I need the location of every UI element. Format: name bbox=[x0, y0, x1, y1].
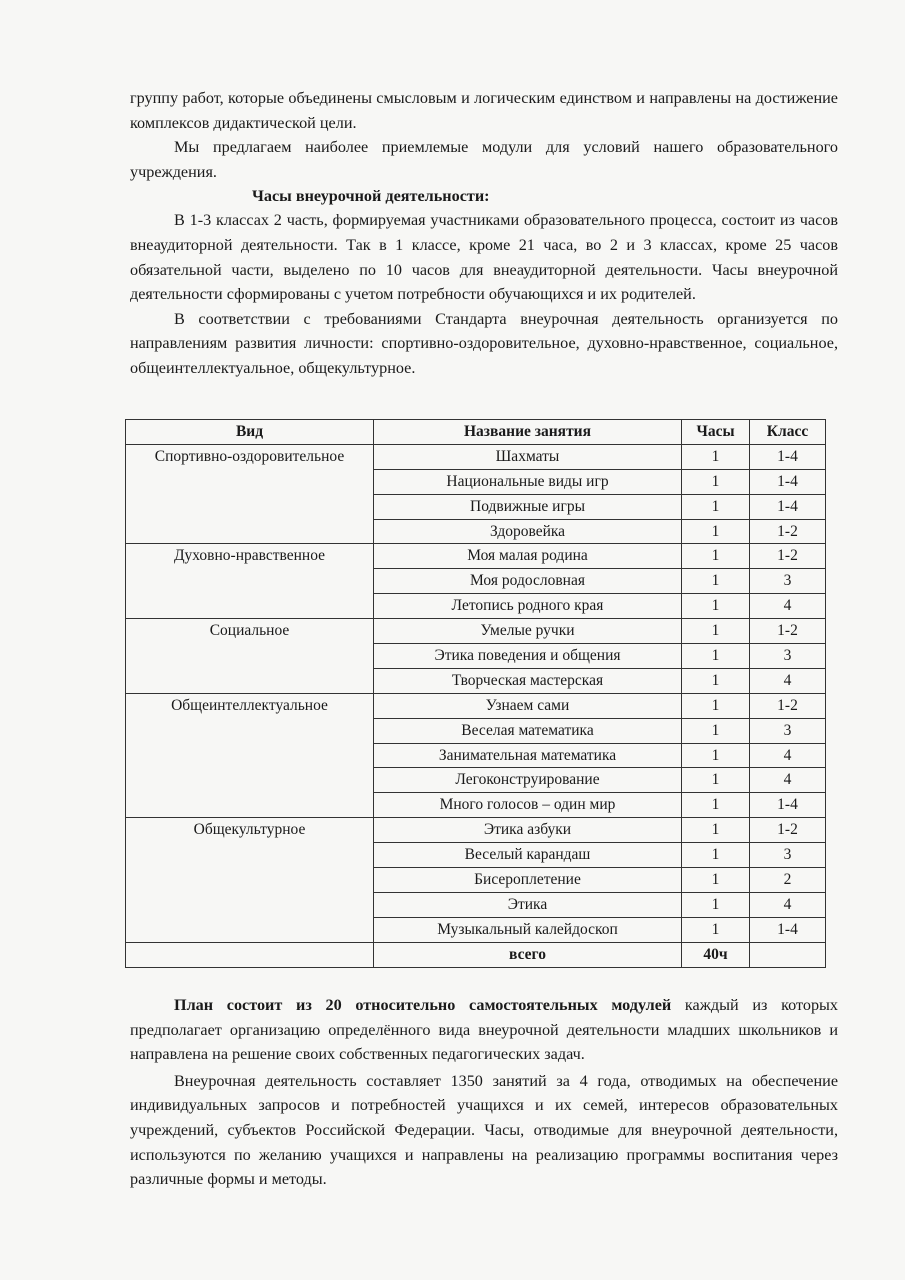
hours-cell: 1 bbox=[682, 693, 750, 718]
activity-name-cell: Музыкальный калейдоскоп bbox=[374, 917, 682, 942]
plan-bold-lead: План состоит из 20 относительно самостоятельных модулей bbox=[174, 996, 672, 1014]
activity-name-cell: Подвижные игры bbox=[374, 494, 682, 519]
total-label: всего bbox=[374, 942, 682, 967]
grade-cell: 2 bbox=[750, 868, 826, 893]
hours-cell: 1 bbox=[682, 569, 750, 594]
header-kind: Вид bbox=[126, 420, 374, 445]
table-row bbox=[126, 544, 826, 569]
grade-cell: 1-4 bbox=[750, 494, 826, 519]
paragraph-plan bbox=[130, 993, 838, 1067]
hours-cell: 1 bbox=[682, 843, 750, 868]
hours-cell: 1 bbox=[682, 917, 750, 942]
paragraph-hours: В 1-3 классах 2 часть, формируемая участниками образовательного процесса, состоит из часов внеаудиторной деятельности. Так в 1 классе, кроме 21 часа, во 2 и 3 классах, кроме 25 часов обязательной части, выделено по 10 часов для внеаудиторной деятельности. Часы внеурочной деятельности сформированы с учетом потребности обучающихся и их родителей. bbox=[130, 211, 838, 304]
paragraph-standard: В соответствии с требованиями Стандарта внеурочная деятельность организуется по направлениям развития личности: спортивно-оздоровительное, духовно-нравственное, социальное, общеинтеллектуальное, общекультурное. bbox=[130, 309, 838, 377]
hours-cell: 1 bbox=[682, 793, 750, 818]
activity-name-cell: Этика азбуки bbox=[374, 818, 682, 843]
activities-table bbox=[125, 419, 826, 968]
table-header-row bbox=[126, 420, 826, 445]
table-row bbox=[126, 693, 826, 718]
grade-cell: 1-2 bbox=[750, 619, 826, 644]
grade-cell: 3 bbox=[750, 843, 826, 868]
hours-cell: 1 bbox=[682, 544, 750, 569]
header-hours: Часы bbox=[682, 420, 750, 445]
activity-name-cell: Национальные виды игр bbox=[374, 469, 682, 494]
grade-cell: 4 bbox=[750, 743, 826, 768]
activity-name-cell: Веселая математика bbox=[374, 718, 682, 743]
paragraph-volume: Внеурочная деятельность составляет 1350 занятий за 4 года, отводимых на обеспечение индивидуальных запросов и потребностей учащихся и их семей, интересов образовательных учреждений, субъектов Российской Федерации. Часы, отводимые для внеурочной деятельности, используются по желанию учащихся и направлены на реализацию программы воспитания через различные формы и методы. bbox=[130, 1071, 838, 1189]
activity-name-cell: Этика bbox=[374, 892, 682, 917]
hours-cell: 1 bbox=[682, 718, 750, 743]
activity-name-cell: Занимательная математика bbox=[374, 743, 682, 768]
grade-cell: 1-4 bbox=[750, 444, 826, 469]
paragraph-continuation: группу работ, которые объединены смысловым и логическим единством и направлены на достижение комплексов дидактической цели. bbox=[130, 89, 838, 132]
activity-name-cell: Много голосов – один мир bbox=[374, 793, 682, 818]
grade-cell: 4 bbox=[750, 668, 826, 693]
activity-name-cell: Бисероплетение bbox=[374, 868, 682, 893]
hours-cell: 1 bbox=[682, 768, 750, 793]
grade-cell: 4 bbox=[750, 892, 826, 917]
grade-cell: 1-4 bbox=[750, 917, 826, 942]
header-activity: Название занятия bbox=[374, 420, 682, 445]
paragraph-modules-offer: Мы предлагаем наиболее приемлемые модули для условий нашего образовательного учреждения. bbox=[130, 138, 838, 181]
table-row bbox=[126, 818, 826, 843]
activity-name-cell: Творческая мастерская bbox=[374, 668, 682, 693]
grade-cell: 1-2 bbox=[750, 818, 826, 843]
grade-cell: 4 bbox=[750, 594, 826, 619]
activity-name-cell: Летопись родного края bbox=[374, 594, 682, 619]
hours-cell: 1 bbox=[682, 619, 750, 644]
activity-kind-cell: Общеинтеллектуальное bbox=[126, 693, 374, 817]
grade-cell: 3 bbox=[750, 569, 826, 594]
grade-cell: 1-4 bbox=[750, 793, 826, 818]
hours-cell: 1 bbox=[682, 892, 750, 917]
grade-cell: 1-4 bbox=[750, 469, 826, 494]
activity-name-cell: Этика поведения и общения bbox=[374, 644, 682, 669]
grade-cell: 1-2 bbox=[750, 544, 826, 569]
total-grade-empty bbox=[750, 942, 826, 967]
grade-cell: 1-2 bbox=[750, 519, 826, 544]
activity-name-cell: Узнаем сами bbox=[374, 693, 682, 718]
activity-kind-cell: Общекультурное bbox=[126, 818, 374, 942]
activity-kind-cell: Спортивно-оздоровительное bbox=[126, 444, 374, 544]
grade-cell: 1-2 bbox=[750, 693, 826, 718]
document-body bbox=[130, 86, 838, 381]
activity-name-cell: Веселый карандаш bbox=[374, 843, 682, 868]
activity-name-cell: Моя малая родина bbox=[374, 544, 682, 569]
total-empty-cell bbox=[126, 942, 374, 967]
activity-name-cell: Шахматы bbox=[374, 444, 682, 469]
header-grade: Класс bbox=[750, 420, 826, 445]
grade-cell: 3 bbox=[750, 718, 826, 743]
activity-name-cell: Легоконструирование bbox=[374, 768, 682, 793]
activity-name-cell: Моя родословная bbox=[374, 569, 682, 594]
hours-cell: 1 bbox=[682, 868, 750, 893]
hours-cell: 1 bbox=[682, 743, 750, 768]
table-total-row bbox=[126, 942, 826, 967]
document-body-after-table bbox=[130, 993, 838, 1194]
hours-cell: 1 bbox=[682, 818, 750, 843]
hours-cell: 1 bbox=[682, 668, 750, 693]
hours-cell: 1 bbox=[682, 444, 750, 469]
hours-cell: 1 bbox=[682, 494, 750, 519]
table-body bbox=[126, 444, 826, 942]
activity-kind-cell: Социальное bbox=[126, 619, 374, 694]
hours-cell: 1 bbox=[682, 594, 750, 619]
activity-name-cell: Умелые ручки bbox=[374, 619, 682, 644]
table-row bbox=[126, 444, 826, 469]
grade-cell: 3 bbox=[750, 644, 826, 669]
activity-name-cell: Здоровейка bbox=[374, 519, 682, 544]
grade-cell: 4 bbox=[750, 768, 826, 793]
activity-kind-cell: Духовно-нравственное bbox=[126, 544, 374, 619]
hours-cell: 1 bbox=[682, 519, 750, 544]
hours-cell: 1 bbox=[682, 644, 750, 669]
plan-rest: каждый из которых предполагает организацию определённого вида внеурочной деятельности младших школьников и направлена на решение своих собственных педагогических задач. bbox=[130, 996, 839, 1064]
table-row bbox=[126, 619, 826, 644]
section-heading: Часы внеурочной деятельности: bbox=[252, 187, 490, 206]
hours-cell: 1 bbox=[682, 469, 750, 494]
total-hours: 40ч bbox=[682, 942, 750, 967]
